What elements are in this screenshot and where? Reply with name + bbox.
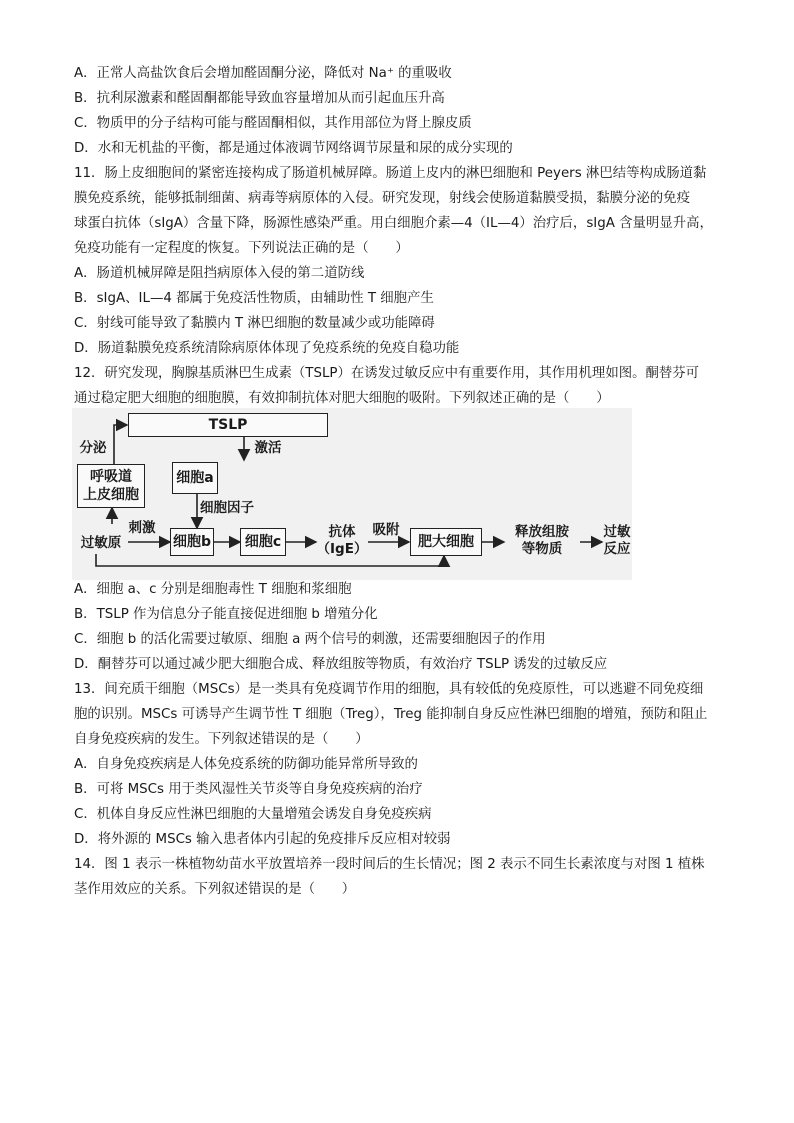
tslp-mechanism-diagram [72,408,632,580]
tslp-box: TSLP [128,413,328,437]
allergy-line-1: 过敏 [603,524,631,540]
q14-stem-line-2: 茎作用效应的关系。下列叙述错误的是（ ） [74,882,356,897]
q13-stem-line-3: 自身免疫疾病的发生。下列叙述错误的是（ ） [74,732,369,747]
q11-stem-line-4: 免疫功能有一定程度的恢复。下列说法正确的是（ ） [74,241,409,256]
q13-option-b: B．可将 MSCs 用于类风湿性关节炎等自身免疫疾病的治疗 [74,782,423,797]
q12-option-c: C．细胞 b 的活化需要过敏原、细胞 a 两个信号的刺激，还需要细胞因子的作用 [74,632,546,647]
release-line-2: 等物质 [521,541,563,557]
allergen-label: 过敏原 [80,535,122,551]
q13-option-d: D．将外源的 MSCs 输入患者体内引起的免疫排斥反应相对较弱 [74,832,451,847]
q10-option-b: B．抗利尿激素和醛固酮都能导致血容量增加从而引起血压升高 [74,91,445,106]
q13-option-c: C．机体自身反应性淋巴细胞的大量增殖会诱发自身免疫疾病 [74,807,432,822]
q13-stem-line-1: 13．间充质干细胞（MSCs）是一类具有免疫调节作用的细胞，具有较低的免疫原性，可以逃避不同免疫细 [74,682,704,697]
antibody-line-1: 抗体 [328,524,356,540]
q10-option-a: A．正常人高盐饮食后会增加醛固酮分泌，降低对 Na⁺ 的重吸收 [74,66,452,81]
antibody-label [312,524,372,558]
secrete-label: 分泌 [79,440,107,456]
q14-stem-line-1: 14．图 1 表示一株植物幼苗水平放置培养一段时间后的生长情况；图 2 表示不同生长素浓度与对图 1 植株 [74,857,705,872]
activate-label: 激活 [254,440,282,456]
adsorb-label: 吸附 [372,522,400,538]
q11-stem-line-1: 11．肠上皮细胞间的紧密连接构成了肠道机械屏障。肠道上皮内的淋巴细胞和 Peyers 淋巴结等构成肠道黏 [74,166,707,181]
release-line-1: 释放组胺 [515,524,569,540]
q11-stem-line-2: 膜免疫系统，能够抵制细菌、病毒等病原体的入侵。研究发现，射线会使肠道黏膜受损，黏膜分泌的免疫 [74,191,690,206]
q11-option-d: D．肠道黏膜免疫系统清除病原体体现了免疫系统的免疫自稳功能 [74,341,460,356]
q11-option-a: A．肠道机械屏障是阻挡病原体入侵的第二道防线 [74,266,365,281]
arrow-secrete [114,425,127,464]
cell-a-box: 细胞a [172,462,218,494]
q12-stem-line-1: 12．研究发现，胸腺基质淋巴生成素（TSLP）在诱发过敏反应中有重要作用，其作用机理如图。酮替芬可 [74,366,700,381]
cell-b-box: 细胞b [170,528,214,556]
q10-option-c: C．物质甲的分子结构可能与醛固酮相似，其作用部位为肾上腺皮质 [74,116,472,131]
release-label [506,524,578,558]
allergy-line-2: 反应 [603,541,631,557]
antibody-line-2: （IgE） [316,541,368,557]
q12-option-a: A．细胞 a、c 分别是细胞毒性 T 细胞和浆细胞 [74,582,352,597]
q12-option-b: B．TSLP 作为信息分子能直接促进细胞 b 增殖分化 [74,607,378,622]
q12-option-d: D．酮替芬可以通过减少肥大细胞合成、释放组胺等物质，有效治疗 TSLP 诱发的过敏反应 [74,657,608,672]
q11-option-b: B．sIgA、IL—4 都属于免疫活性物质，由辅助性 T 细胞产生 [74,291,434,306]
epithelial-line-2: 上皮细胞 [83,487,139,503]
q11-stem-line-3: 球蛋白抗体（sIgA）含量下降，肠源性感染严重。用白细胞介素—4（IL—4）治疗后，sIgA 含量明显升高， [74,216,713,231]
stimulate-label: 刺激 [128,520,156,536]
cell-c-box: 细胞c [240,528,286,556]
epithelial-line-1: 呼吸道 [90,469,132,485]
q12-stem-line-2: 通过稳定肥大细胞的细胞膜，有效抑制抗体对肥大细胞的吸附。下列叙述正确的是（ ） [74,391,610,406]
cytokine-label: 细胞因子 [200,500,254,516]
q13-option-a: A．自身免疫疾病是人体免疫系统的防御功能异常所导致的 [74,757,418,772]
allergy-label [602,524,632,558]
q10-option-d: D．水和无机盐的平衡，都是通过体液调节网络调节尿量和尿的成分实现的 [74,141,513,156]
epithelial-cell-box [77,464,145,508]
q13-stem-line-2: 胞的识别。MSCs 可诱导产生调节性 T 细胞（Treg），Treg 能抑制自身反应性淋巴细胞的增殖，预防和阻止 [74,707,708,722]
mast-cell-box: 肥大细胞 [410,528,482,556]
q11-option-c: C．射线可能导致了黏膜内 T 淋巴细胞的数量减少或功能障碍 [74,316,435,331]
